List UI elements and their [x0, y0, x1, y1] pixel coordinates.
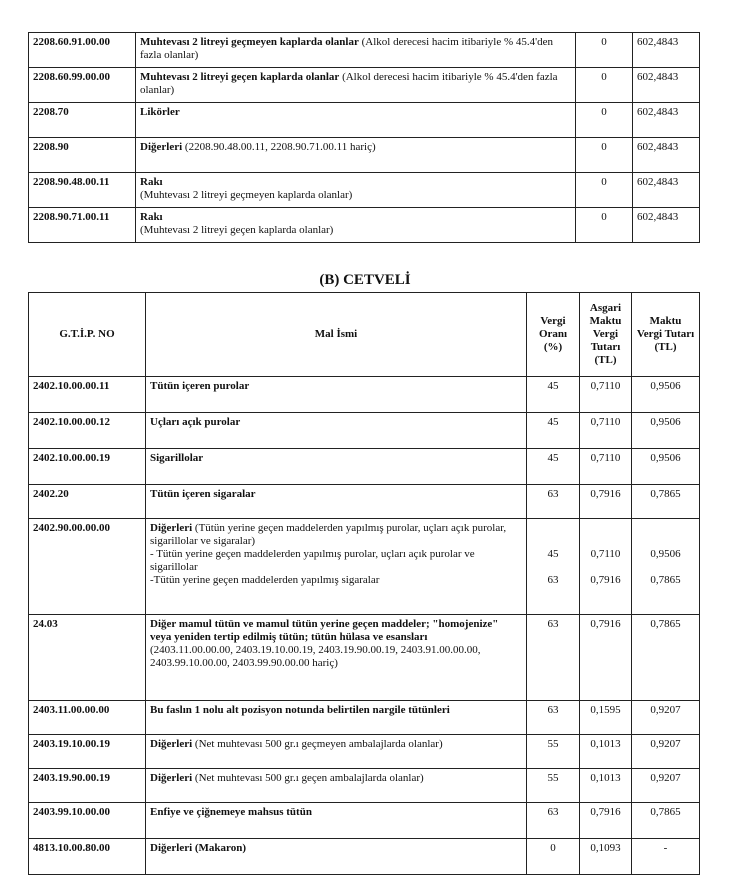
- header-code: G.T.İ.P. NO: [29, 293, 146, 377]
- rate-cell: 45: [527, 413, 580, 449]
- amount-cell: 602,4843: [633, 173, 700, 208]
- fixed-cell: 0,9506: [632, 377, 700, 413]
- name-cell: Enfiye ve çiğnemeye mahsus tütün: [146, 803, 527, 839]
- name-cell: Likörler: [136, 103, 576, 138]
- rate-cell: 0: [576, 208, 633, 243]
- header-row: [29, 293, 700, 377]
- name-cell: Diğerleri (Net muhtevası 500 gr.ı geçen ambalajlarda olanlar): [146, 769, 527, 803]
- code-cell: 2208.90.71.00.11: [29, 208, 136, 243]
- name-cell: Tütün içeren purolar: [146, 377, 527, 413]
- table-row: [29, 701, 700, 735]
- min-cell: 0,7916: [580, 615, 632, 701]
- min-cell: 0,7110 0,7916: [580, 519, 632, 615]
- rate-cell: 0: [576, 68, 633, 103]
- table-row: [29, 377, 700, 413]
- name-cell: Rakı (Muhtevası 2 litreyi geçen kaplarda olanlar): [136, 208, 576, 243]
- amount-cell: 602,4843: [633, 208, 700, 243]
- table-a: [28, 32, 700, 243]
- table-row: [29, 208, 700, 243]
- fixed-cell: 0,9506: [632, 413, 700, 449]
- table-row: [29, 485, 700, 519]
- code-cell: 2402.10.00.00.11: [29, 377, 146, 413]
- table-row: [29, 173, 700, 208]
- code-cell: 2208.60.99.00.00: [29, 68, 136, 103]
- section-title: (B) CETVELİ: [319, 272, 411, 288]
- table-row: [29, 68, 700, 103]
- min-cell: 0,1013: [580, 769, 632, 803]
- code-cell: 2208.90: [29, 138, 136, 173]
- name-cell: Tütün içeren sigaralar: [146, 485, 527, 519]
- rate-cell: 63: [527, 485, 580, 519]
- table-row: [29, 803, 700, 839]
- rate-cell: 63: [527, 701, 580, 735]
- code-cell: 2403.19.90.00.19: [29, 769, 146, 803]
- min-cell: 0,1595: [580, 701, 632, 735]
- min-cell: 0,7110: [580, 377, 632, 413]
- rate-cell: 45: [527, 449, 580, 485]
- fixed-cell: 0,9506: [632, 449, 700, 485]
- name-cell: Rakı (Muhtevası 2 litreyi geçmeyen kaplarda olanlar): [136, 173, 576, 208]
- table-row: [29, 138, 700, 173]
- table-row: [29, 769, 700, 803]
- name-cell: Uçları açık purolar: [146, 413, 527, 449]
- header-min: Asgari Maktu Vergi Tutarı (TL): [580, 293, 632, 377]
- rate-cell: 0: [576, 138, 633, 173]
- fixed-cell: 0,9207: [632, 769, 700, 803]
- name-cell: Diğerleri (2208.90.48.00.11, 2208.90.71.00.11 hariç): [136, 138, 576, 173]
- fixed-cell: 0,7865: [632, 485, 700, 519]
- code-cell: 2403.11.00.00.00: [29, 701, 146, 735]
- code-cell: 2402.20: [29, 485, 146, 519]
- table-row: [29, 449, 700, 485]
- min-cell: 0,7916: [580, 803, 632, 839]
- rate-cell: 45: [527, 377, 580, 413]
- code-cell: 2403.99.10.00.00: [29, 803, 146, 839]
- amount-cell: 602,4843: [633, 33, 700, 68]
- rate-cell: 0: [576, 103, 633, 138]
- amount-cell: 602,4843: [633, 103, 700, 138]
- code-cell: 2402.10.00.00.12: [29, 413, 146, 449]
- code-cell: 2403.19.10.00.19: [29, 735, 146, 769]
- table-b: [28, 292, 700, 875]
- table-row: [29, 519, 700, 615]
- amount-cell: 602,4843: [633, 138, 700, 173]
- amount-cell: 602,4843: [633, 68, 700, 103]
- rate-cell: 63: [527, 803, 580, 839]
- fixed-cell: 0,7865: [632, 803, 700, 839]
- name-cell: Diğerleri (Makaron): [146, 839, 527, 875]
- rate-cell: 63: [527, 615, 580, 701]
- code-cell: 24.03: [29, 615, 146, 701]
- min-cell: 0,7110: [580, 449, 632, 485]
- name-cell: Diğerleri (Tütün yerine geçen maddelerden yapılmış purolar, uçları açık purolar, sigarillolar ve sigaralar) - Tütün yerine geçen maddelerden yapılmış purolar, uçları açık purolar ve sigarillolar -Tütün yerine geçen maddelerden yapılmış sigaralar: [146, 519, 527, 615]
- table-row: [29, 413, 700, 449]
- name-cell: Muhtevası 2 litreyi geçen kaplarda olanlar (Alkol derecesi hacim itibariyle % 45.4'den fazla olanlar): [136, 68, 576, 103]
- code-cell: 2402.90.00.00.00: [29, 519, 146, 615]
- fixed-cell: 0,9207: [632, 735, 700, 769]
- name-cell: Sigarillolar: [146, 449, 527, 485]
- table-row: [29, 103, 700, 138]
- min-cell: 0,1013: [580, 735, 632, 769]
- rate-cell: 45 63: [527, 519, 580, 615]
- rate-cell: 0: [527, 839, 580, 875]
- fixed-cell: 0,9506 0,7865: [632, 519, 700, 615]
- fixed-cell: 0,7865: [632, 615, 700, 701]
- code-cell: 2208.70: [29, 103, 136, 138]
- table-row: [29, 839, 700, 875]
- rate-cell: 0: [576, 33, 633, 68]
- fixed-cell: -: [632, 839, 700, 875]
- code-cell: 2402.10.00.00.19: [29, 449, 146, 485]
- code-cell: 4813.10.00.80.00: [29, 839, 146, 875]
- code-cell: 2208.60.91.00.00: [29, 33, 136, 68]
- header-rate: Vergi Oranı (%): [527, 293, 580, 377]
- name-cell: Muhtevası 2 litreyi geçmeyen kaplarda olanlar (Alkol derecesi hacim itibariyle % 45.4'den fazla olanlar): [136, 33, 576, 68]
- header-name: Mal İsmi: [146, 293, 527, 377]
- min-cell: 0,1093: [580, 839, 632, 875]
- rate-cell: 55: [527, 735, 580, 769]
- min-cell: 0,7110: [580, 413, 632, 449]
- header-fixed: Maktu Vergi Tutarı (TL): [632, 293, 700, 377]
- fixed-cell: 0,9207: [632, 701, 700, 735]
- table-row: [29, 735, 700, 769]
- code-cell: 2208.90.48.00.11: [29, 173, 136, 208]
- name-cell: Diğer mamul tütün ve mamul tütün yerine geçen maddeler; "homojenize" veya yeniden tertip edilmiş tütün; tütün hülasa ve esansları (2403.11.00.00.00, 2403.19.10.00.19, 2403.19.90.00.19, 2403.91.00.00.00, 2403.99.10.00.00, 2403.99.90.00.00 hariç): [146, 615, 527, 701]
- table-row: [29, 615, 700, 701]
- name-cell: Bu faslın 1 nolu alt pozisyon notunda belirtilen nargile tütünleri: [146, 701, 527, 735]
- rate-cell: 0: [576, 173, 633, 208]
- table-row: [29, 33, 700, 68]
- min-cell: 0,7916: [580, 485, 632, 519]
- name-cell: Diğerleri (Net muhtevası 500 gr.ı geçmeyen ambalajlarda olanlar): [146, 735, 527, 769]
- rate-cell: 55: [527, 769, 580, 803]
